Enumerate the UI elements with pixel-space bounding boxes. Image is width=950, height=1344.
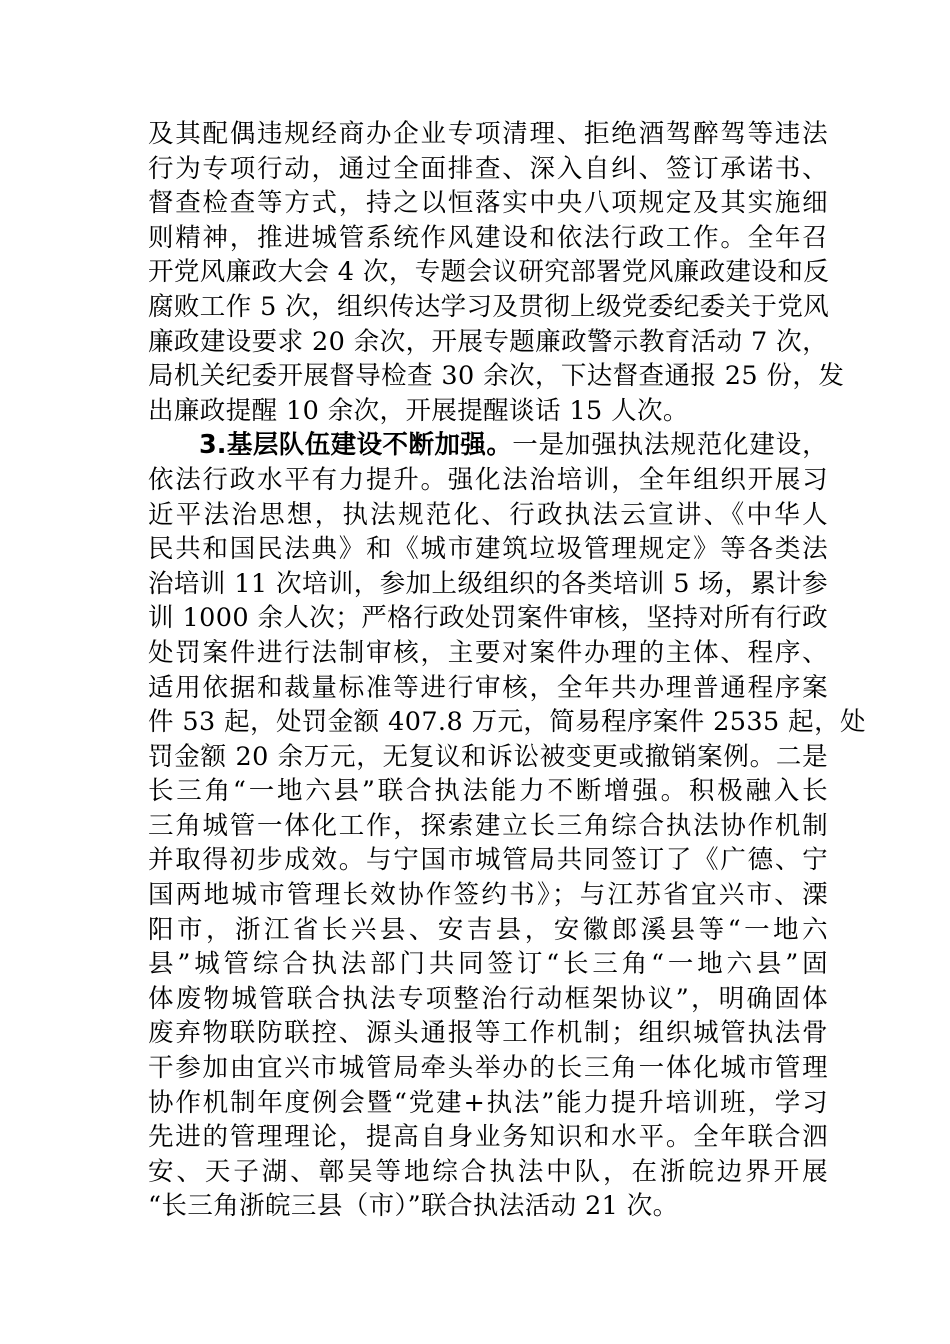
text-line: 三角城管一体化工作，探索建立长三角综合执法协作机制 bbox=[148, 810, 828, 841]
text-line: 协作机制年度例会暨“党建+执法”能力提升培训班，学习 bbox=[148, 1087, 828, 1118]
section-heading: 3.基层队伍建设不断加强。 bbox=[199, 430, 513, 461]
text-line: 训 1000 余人次；严格行政处罚案件审核，坚持对所有行政 bbox=[148, 603, 828, 634]
text-line: 罚金额 20 余万元，无复议和诉讼被变更或撤销案例。二是 bbox=[148, 741, 828, 772]
text-line: 并取得初步成效。与宁国市城管局共同签订了《广德、宁 bbox=[148, 845, 828, 876]
document-body bbox=[148, 117, 866, 1224]
text-line: 行为专项行动，通过全面排查、深入自纠、签订承诺书、 bbox=[148, 153, 828, 184]
text-line: 民共和国民法典》和《城市建筑垃圾管理规定》等各类法 bbox=[148, 534, 828, 565]
text-line: 腐败工作 5 次，组织传达学习及贯彻上级党委纪委关于党风 bbox=[148, 291, 830, 322]
text-run: 一是加强执法规范化建设， bbox=[512, 430, 828, 461]
text-line: 适用依据和裁量标准等进行审核，全年共办理普通程序案 bbox=[148, 672, 828, 703]
text-line: 县”城管综合执法部门共同签订“长三角“一地六县”固 bbox=[148, 949, 828, 980]
text-line: 廉政建设要求 20 余次，开展专题廉政警示教育活动 7 次， bbox=[148, 326, 828, 357]
text-line: “长三角浙皖三县（市）”联合执法活动 21 次。 bbox=[148, 1191, 679, 1222]
paragraph-first-line bbox=[148, 428, 828, 463]
text-line: 近平法治思想，执法规范化、行政执法云宣讲、《中华人 bbox=[148, 499, 828, 530]
text-line: 依法行政水平有力提升。强化法治培训，全年组织开展习 bbox=[148, 464, 828, 495]
text-line: 体废物城管联合执法专项整治行动框架协议”，明确固体 bbox=[148, 983, 828, 1014]
text-line: 件 53 起，处罚金额 407.8 万元，简易程序案件 2535 起，处 bbox=[148, 707, 866, 738]
text-line: 局机关纪委开展督导检查 30 余次，下达督查通报 25 份，发 bbox=[148, 361, 845, 392]
text-line: 干参加由宜兴市城管局牵头举办的长三角一体化城市管理 bbox=[148, 1053, 828, 1084]
text-line: 先进的管理理论，提高自身业务知识和水平。全年联合泗 bbox=[148, 1122, 828, 1153]
text-line: 治培训 11 次培训，参加上级组织的各类培训 5 场，累计参 bbox=[148, 568, 828, 599]
paragraph-party-conduct bbox=[148, 117, 845, 428]
text-line: 则精神，推进城管系统作风建设和依法行政工作。全年召 bbox=[148, 222, 828, 253]
text-line: 阳市，浙江省长兴县、安吉县，安徽郎溪县等“一地六 bbox=[148, 914, 828, 945]
text-line: 废弃物联防联控、源头通报等工作机制；组织城管执法骨 bbox=[148, 1018, 828, 1049]
text-line: 出廉政提醒 10 余次，开展提醒谈话 15 人次。 bbox=[148, 395, 689, 426]
text-line: 开党风廉政大会 4 次，专题会议研究部署党风廉政建设和反 bbox=[148, 257, 830, 288]
text-line: 长三角“一地六县”联合执法能力不断增强。积极融入长 bbox=[148, 776, 828, 807]
text-line: 督查检查等方式，持之以恒落实中央八项规定及其实施细 bbox=[148, 188, 828, 219]
text-line: 国两地城市管理长效协作签约书》；与江苏省宜兴市、溧 bbox=[148, 880, 828, 911]
text-line: 及其配偶违规经商办企业专项清理、拒绝酒驾醉驾等违法 bbox=[148, 119, 828, 149]
text-line: 处罚案件进行法制审核，主要对案件办理的主体、程序、 bbox=[148, 637, 828, 668]
paragraph-team-building bbox=[148, 428, 866, 1224]
text-line: 安、天子湖、鄣吴等地综合执法中队，在浙皖边界开展 bbox=[148, 1156, 828, 1187]
